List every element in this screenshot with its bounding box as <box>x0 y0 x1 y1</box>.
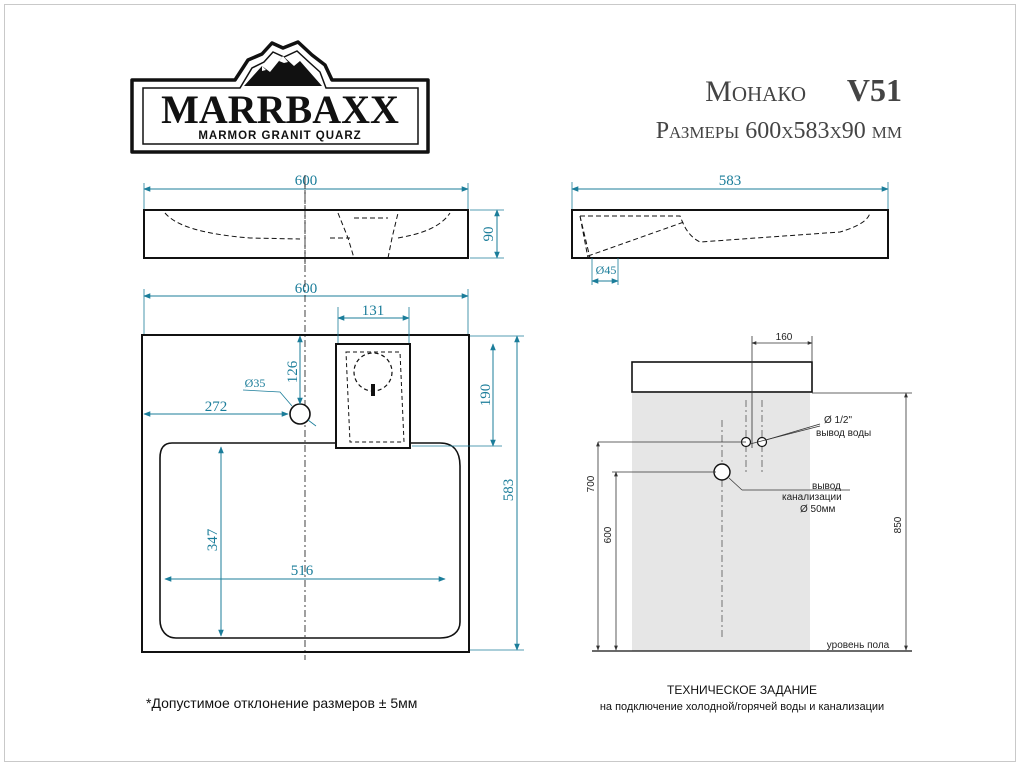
hole-offset-x-label: 272 <box>204 399 228 415</box>
height-600-label: 600 <box>603 526 614 544</box>
side-view <box>572 173 888 285</box>
sewer-diameter-label: Ø 50мм <box>800 504 836 515</box>
bowl-width-label: 516 <box>290 563 314 579</box>
spec-subtitle: на подключение холодной/горячей воды и канализации <box>599 701 885 713</box>
drain-diameter-label: Ø45 <box>595 263 617 277</box>
hole-diameter-label: Ø35 <box>244 376 266 390</box>
offset-label: 160 <box>775 332 793 343</box>
top-width-label: 600 <box>294 281 318 297</box>
top-depth-label: 583 <box>501 478 517 502</box>
brand-tagline: MARMOR GRANIT QUARZ <box>198 130 362 142</box>
countertop-block <box>632 362 812 392</box>
wall-area <box>632 393 810 651</box>
sewer-label-1: вывод <box>812 481 841 492</box>
faucet-depth-label: 190 <box>478 383 494 407</box>
bowl-depth-label: 347 <box>205 528 221 552</box>
front-view <box>144 173 504 265</box>
water-pipe-label: Ø 1/2" <box>824 415 853 426</box>
height-700-label: 700 <box>586 475 597 493</box>
installation-diagram <box>586 332 912 651</box>
height-850-label: 850 <box>893 516 904 534</box>
floor-label: уровень пола <box>826 640 890 651</box>
brand-logo <box>132 42 428 152</box>
front-height-label: 90 <box>481 226 497 242</box>
model-code: V51 <box>846 72 902 108</box>
brand-name: MARRBAXX <box>161 87 399 132</box>
sewer-label-2: канализации <box>782 492 842 503</box>
size-line: Размеры 600х583х90 мм <box>655 118 902 144</box>
hole-offset-y-label: 126 <box>285 360 301 384</box>
spec-title: ТЕХНИЧЕСКОЕ ЗАДАНИЕ <box>667 683 817 697</box>
faucet-width-label: 131 <box>361 303 385 319</box>
model-name: Монако <box>705 75 806 108</box>
side-depth-label: 583 <box>718 173 742 189</box>
front-width-label: 600 <box>294 173 318 189</box>
water-outlet-label: вывод воды <box>816 428 872 439</box>
tolerance-note: *Допустимое отклонение размеров ± 5мм <box>146 695 418 711</box>
